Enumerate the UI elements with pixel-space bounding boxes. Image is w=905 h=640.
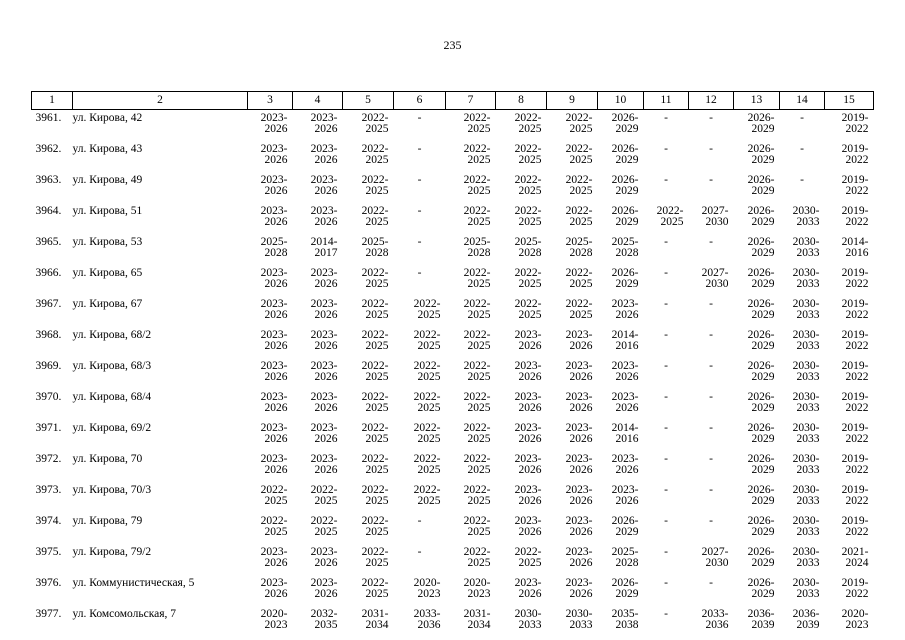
period-cell: 2022- 2025: [565, 174, 593, 197]
period-cell: 2019- 2022: [841, 112, 869, 135]
period-cell: 2022- 2025: [361, 484, 389, 507]
period-cell: 2026- 2029: [747, 174, 775, 197]
period-cell: 2026- 2029: [747, 515, 775, 538]
period-cell: -: [417, 174, 422, 186]
period-cell: 2023- 2026: [260, 453, 288, 476]
period-cell: 2023- 2026: [565, 515, 593, 538]
period-cell: 2022- 2025: [413, 329, 441, 352]
table-row: [32, 141, 874, 172]
period-cell: -: [709, 515, 713, 527]
column-header-5: 5: [343, 92, 394, 110]
row-number: 3973.: [35, 484, 62, 496]
column-header-13: 13: [734, 92, 780, 110]
period-cell: 2022- 2025: [361, 298, 389, 321]
period-cell: -: [709, 329, 713, 341]
period-cell: 2026- 2029: [747, 267, 775, 290]
period-cell: -: [709, 143, 713, 155]
column-header-1: 1: [32, 92, 73, 110]
column-header-10: 10: [598, 92, 644, 110]
period-cell: -: [417, 205, 422, 217]
address-cell: ул. Кирова, 65: [72, 267, 143, 279]
row-number: 3962.: [35, 143, 62, 155]
address-cell: ул. Кирова, 70/3: [72, 484, 152, 496]
period-cell: 2023- 2026: [310, 205, 338, 228]
address-cell: ул. Кирова, 68/3: [72, 360, 152, 372]
period-cell: 2019- 2022: [841, 453, 869, 476]
period-cell: 2023- 2026: [260, 205, 288, 228]
period-cell: 2014- 2017: [310, 236, 338, 259]
period-cell: 2023- 2026: [310, 329, 338, 352]
period-cell: 2027- 2030: [701, 205, 729, 228]
period-cell: 2025- 2028: [611, 546, 639, 569]
period-cell: 2022- 2025: [463, 391, 491, 414]
period-cell: 2023- 2026: [260, 577, 288, 600]
period-cell: 2022- 2025: [361, 391, 389, 414]
period-cell: 2023- 2026: [514, 329, 542, 352]
table-row: [32, 606, 874, 637]
period-cell: 2036- 2039: [747, 608, 775, 631]
period-cell: 2023- 2026: [565, 577, 593, 600]
period-cell: -: [664, 112, 668, 124]
period-cell: -: [664, 453, 668, 465]
period-cell: 2022- 2025: [310, 484, 338, 507]
table-row: [32, 265, 874, 296]
period-cell: -: [664, 515, 668, 527]
period-cell: 2023- 2026: [611, 453, 639, 476]
row-number: 3972.: [35, 453, 62, 465]
period-cell: -: [664, 143, 668, 155]
table-row: [32, 296, 874, 327]
period-cell: -: [664, 174, 668, 186]
period-cell: 2022- 2025: [463, 360, 491, 383]
period-cell: 2022- 2025: [361, 267, 389, 290]
row-number: 3961.: [35, 112, 62, 124]
address-cell: ул. Кирова, 49: [72, 174, 143, 186]
period-cell: 2026- 2029: [611, 577, 639, 600]
period-cell: -: [800, 143, 804, 155]
table-row: [32, 544, 874, 575]
period-cell: 2026- 2029: [747, 143, 775, 166]
period-cell: 2022- 2025: [463, 174, 491, 197]
period-cell: 2019- 2022: [841, 205, 869, 228]
period-cell: 2026- 2029: [747, 298, 775, 321]
period-cell: 2021- 2024: [841, 546, 869, 569]
period-cell: 2027- 2030: [701, 546, 729, 569]
period-cell: 2025- 2028: [514, 236, 542, 259]
row-number: 3965.: [35, 236, 62, 248]
period-cell: 2023- 2026: [310, 298, 338, 321]
period-cell: 2019- 2022: [841, 174, 869, 197]
period-cell: 2023- 2026: [310, 360, 338, 383]
period-cell: 2023- 2026: [310, 453, 338, 476]
period-cell: 2026- 2029: [611, 112, 639, 135]
period-cell: 2022- 2025: [413, 484, 441, 507]
period-cell: 2022- 2025: [361, 174, 389, 197]
row-number: 3977.: [35, 608, 62, 620]
period-cell: 2019- 2022: [841, 298, 869, 321]
period-cell: 2019- 2022: [841, 484, 869, 507]
period-cell: 2023- 2026: [611, 360, 639, 383]
column-header-11: 11: [644, 92, 689, 110]
row-number: 3968.: [35, 329, 62, 341]
period-cell: 2022- 2025: [514, 143, 542, 166]
period-cell: 2020- 2023: [841, 608, 869, 631]
period-cell: -: [664, 608, 668, 620]
period-cell: -: [664, 329, 668, 341]
period-cell: 2019- 2022: [841, 577, 869, 600]
period-cell: 2026- 2029: [747, 546, 775, 569]
period-cell: -: [800, 112, 804, 124]
period-cell: 2023- 2026: [260, 143, 288, 166]
period-cell: 2022- 2025: [361, 546, 389, 569]
period-cell: 2030- 2033: [792, 360, 820, 383]
period-cell: -: [417, 515, 422, 527]
period-cell: -: [709, 577, 713, 589]
period-cell: 2022- 2025: [413, 391, 441, 414]
column-header-12: 12: [689, 92, 734, 110]
period-cell: 2023- 2026: [260, 112, 288, 135]
period-cell: 2025- 2028: [565, 236, 593, 259]
period-cell: 2022- 2025: [413, 360, 441, 383]
period-cell: 2022- 2025: [565, 143, 593, 166]
address-cell: ул. Кирова, 51: [72, 205, 143, 217]
period-cell: 2023- 2026: [514, 360, 542, 383]
period-cell: 2033- 2036: [701, 608, 729, 631]
period-cell: -: [417, 112, 422, 124]
period-cell: 2022- 2025: [514, 174, 542, 197]
period-cell: 2014- 2016: [611, 329, 639, 352]
period-cell: 2023- 2026: [565, 453, 593, 476]
period-cell: 2023- 2026: [260, 174, 288, 197]
period-cell: -: [417, 546, 422, 558]
period-cell: 2023- 2026: [565, 546, 593, 569]
period-cell: 2023- 2026: [260, 298, 288, 321]
header-row: [32, 92, 874, 110]
period-cell: 2026- 2029: [747, 484, 775, 507]
table-row: [32, 358, 874, 389]
period-cell: 2023- 2026: [565, 391, 593, 414]
period-cell: 2026- 2029: [611, 174, 639, 197]
period-cell: 2023- 2026: [260, 360, 288, 383]
table-row: [32, 420, 874, 451]
period-cell: 2033- 2036: [413, 608, 441, 631]
period-cell: 2025- 2028: [361, 236, 389, 259]
address-cell: ул. Кирова, 68/4: [72, 391, 152, 403]
row-number: 3970.: [35, 391, 62, 403]
period-cell: 2023- 2026: [514, 391, 542, 414]
period-cell: 2023- 2026: [310, 112, 338, 135]
period-cell: -: [664, 484, 668, 496]
period-cell: 2022- 2025: [565, 267, 593, 290]
period-cell: 2025- 2028: [260, 236, 288, 259]
period-cell: 2022- 2025: [361, 205, 389, 228]
period-cell: -: [709, 112, 713, 124]
period-cell: -: [709, 422, 713, 434]
period-cell: 2019- 2022: [841, 391, 869, 414]
period-cell: 2023- 2026: [260, 391, 288, 414]
period-cell: 2022- 2025: [463, 298, 491, 321]
period-cell: 2022- 2025: [514, 267, 542, 290]
period-cell: 2023- 2026: [514, 453, 542, 476]
period-cell: 2023- 2026: [310, 174, 338, 197]
period-cell: 2022- 2025: [361, 453, 389, 476]
period-cell: 2026- 2029: [611, 143, 639, 166]
period-cell: 2025- 2028: [611, 236, 639, 259]
row-number: 3974.: [35, 515, 62, 527]
period-cell: 2030- 2033: [792, 236, 820, 259]
period-cell: 2030- 2033: [792, 515, 820, 538]
period-cell: 2026- 2029: [611, 267, 639, 290]
period-cell: 2026- 2029: [747, 205, 775, 228]
period-cell: 2026- 2029: [747, 236, 775, 259]
period-cell: 2030- 2033: [792, 577, 820, 600]
period-cell: 2022- 2025: [514, 112, 542, 135]
table-row: [32, 234, 874, 265]
period-cell: 2026- 2029: [747, 112, 775, 135]
column-header-6: 6: [394, 92, 446, 110]
period-cell: 2022- 2025: [361, 112, 389, 135]
period-cell: 2022- 2025: [565, 205, 593, 228]
period-cell: 2023- 2026: [514, 577, 542, 600]
period-cell: 2014- 2016: [611, 422, 639, 445]
period-cell: -: [664, 236, 668, 248]
period-cell: 2026- 2029: [747, 453, 775, 476]
period-cell: 2023- 2026: [260, 422, 288, 445]
period-cell: 2030- 2033: [792, 484, 820, 507]
column-header-15: 15: [825, 92, 874, 110]
period-cell: 2026- 2029: [611, 515, 639, 538]
period-cell: -: [709, 360, 713, 372]
period-cell: 2035- 2038: [611, 608, 639, 631]
row-number: 3967.: [35, 298, 62, 310]
period-cell: -: [709, 484, 713, 496]
period-cell: 2022- 2025: [361, 360, 389, 383]
period-cell: 2023- 2026: [565, 422, 593, 445]
period-cell: 2019- 2022: [841, 143, 869, 166]
period-cell: -: [664, 298, 668, 310]
period-cell: -: [417, 143, 422, 155]
period-cell: 2030- 2033: [792, 546, 820, 569]
period-cell: 2023- 2026: [310, 422, 338, 445]
period-cell: 2030- 2033: [792, 329, 820, 352]
row-number: 3966.: [35, 267, 62, 279]
period-cell: 2026- 2029: [747, 391, 775, 414]
address-cell: ул. Кирова, 70: [72, 453, 143, 465]
period-cell: 2023- 2026: [611, 484, 639, 507]
period-cell: -: [417, 236, 422, 248]
period-cell: 2022- 2025: [463, 453, 491, 476]
period-cell: 2030- 2033: [792, 205, 820, 228]
period-cell: 2019- 2022: [841, 422, 869, 445]
column-header-7: 7: [446, 92, 496, 110]
period-cell: 2022- 2025: [463, 267, 491, 290]
period-cell: 2023- 2026: [310, 577, 338, 600]
period-cell: 2023- 2026: [565, 360, 593, 383]
period-cell: -: [709, 174, 713, 186]
row-number: 3975.: [35, 546, 62, 558]
table-row: [32, 451, 874, 482]
row-number: 3963.: [35, 174, 62, 186]
period-cell: 2019- 2022: [841, 329, 869, 352]
row-number: 3969.: [35, 360, 62, 372]
period-cell: -: [664, 577, 668, 589]
period-cell: 2023- 2026: [514, 484, 542, 507]
period-cell: 2023- 2026: [565, 329, 593, 352]
period-cell: 2022- 2025: [361, 577, 389, 600]
period-cell: 2026- 2029: [747, 329, 775, 352]
period-cell: 2014- 2016: [841, 236, 869, 259]
column-header-3: 3: [248, 92, 293, 110]
period-cell: 2022- 2025: [361, 143, 389, 166]
period-cell: 2022- 2025: [463, 205, 491, 228]
column-header-8: 8: [496, 92, 547, 110]
period-cell: 2022- 2025: [361, 422, 389, 445]
column-header-14: 14: [780, 92, 825, 110]
period-cell: 2030- 2033: [792, 453, 820, 476]
period-cell: 2023- 2026: [310, 546, 338, 569]
table-body: [32, 110, 874, 638]
period-cell: 2027- 2030: [701, 267, 729, 290]
period-cell: 2022- 2025: [565, 112, 593, 135]
period-cell: 2022- 2025: [463, 546, 491, 569]
period-cell: 2031- 2034: [361, 608, 389, 631]
period-cell: 2020- 2023: [463, 577, 491, 600]
period-cell: -: [709, 298, 713, 310]
period-cell: 2022- 2025: [463, 422, 491, 445]
period-cell: 2023- 2026: [260, 267, 288, 290]
table-row: [32, 482, 874, 513]
period-cell: 2019- 2022: [841, 515, 869, 538]
period-cell: -: [664, 391, 668, 403]
period-cell: 2030- 2033: [514, 608, 542, 631]
period-cell: -: [709, 236, 713, 248]
table-row: [32, 327, 874, 358]
period-cell: 2030- 2033: [792, 298, 820, 321]
period-cell: 2031- 2034: [463, 608, 491, 631]
period-cell: -: [800, 174, 804, 186]
address-cell: ул. Комсомольская, 7: [72, 608, 177, 620]
period-cell: 2022- 2025: [463, 484, 491, 507]
period-cell: -: [664, 267, 668, 279]
period-cell: 2030- 2033: [792, 422, 820, 445]
address-cell: ул. Кирова, 79/2: [72, 546, 152, 558]
period-cell: 2022- 2025: [361, 329, 389, 352]
address-cell: ул. Кирова, 43: [72, 143, 143, 155]
period-cell: 2022- 2025: [565, 298, 593, 321]
period-cell: 2036- 2039: [792, 608, 820, 631]
period-cell: -: [664, 546, 668, 558]
address-cell: ул. Кирова, 69/2: [72, 422, 152, 434]
row-number: 3976.: [35, 577, 62, 589]
period-cell: 2019- 2022: [841, 360, 869, 383]
period-cell: 2023- 2026: [611, 391, 639, 414]
period-cell: 2023- 2026: [514, 515, 542, 538]
period-cell: 2032- 2035: [310, 608, 338, 631]
period-cell: 2026- 2029: [747, 422, 775, 445]
period-cell: 2022- 2025: [514, 205, 542, 228]
period-cell: 2022- 2025: [463, 515, 491, 538]
period-cell: 2026- 2029: [747, 577, 775, 600]
period-cell: 2022- 2025: [463, 329, 491, 352]
period-cell: 2022- 2025: [260, 515, 288, 538]
period-cell: 2026- 2029: [611, 205, 639, 228]
period-cell: -: [664, 422, 668, 434]
period-cell: -: [709, 453, 713, 465]
period-cell: 2022- 2025: [463, 112, 491, 135]
period-cell: 2023- 2026: [310, 267, 338, 290]
period-cell: 2022- 2025: [310, 515, 338, 538]
address-cell: ул. Кирова, 67: [72, 298, 143, 310]
row-number: 3964.: [35, 205, 62, 217]
period-cell: 2022- 2025: [463, 143, 491, 166]
period-cell: 2022- 2025: [361, 515, 389, 538]
period-cell: 2022- 2025: [413, 422, 441, 445]
period-cell: 2022- 2025: [413, 453, 441, 476]
page-number: 235: [443, 38, 462, 52]
address-cell: ул. Кирова, 53: [72, 236, 143, 248]
address-cell: ул. Кирова, 68/2: [72, 329, 152, 341]
row-number: 3971.: [35, 422, 62, 434]
period-cell: 2022- 2025: [514, 546, 542, 569]
period-cell: 2022- 2025: [514, 298, 542, 321]
period-cell: 2025- 2028: [463, 236, 491, 259]
address-cell: ул. Кирова, 42: [72, 112, 143, 124]
period-cell: 2019- 2022: [841, 267, 869, 290]
column-header-4: 4: [293, 92, 343, 110]
period-cell: -: [709, 391, 713, 403]
period-cell: 2022- 2025: [413, 298, 441, 321]
table-row: [32, 389, 874, 420]
period-cell: 2023- 2026: [260, 329, 288, 352]
table-row: [32, 172, 874, 203]
table-row: [32, 575, 874, 606]
table-row: [32, 110, 874, 142]
period-cell: 2030- 2033: [792, 391, 820, 414]
period-cell: -: [664, 360, 668, 372]
period-cell: 2023- 2026: [310, 143, 338, 166]
table-row: [32, 203, 874, 234]
period-cell: 2023- 2026: [310, 391, 338, 414]
schedule-table: [31, 91, 874, 637]
period-cell: 2023- 2026: [514, 422, 542, 445]
table-row: [32, 513, 874, 544]
column-header-2: 2: [73, 92, 248, 110]
column-header-9: 9: [547, 92, 598, 110]
period-cell: 2030- 2033: [792, 267, 820, 290]
period-cell: 2020- 2023: [260, 608, 288, 631]
period-cell: 2023- 2026: [565, 484, 593, 507]
address-cell: ул. Коммунистическая, 5: [72, 577, 195, 589]
period-cell: 2030- 2033: [565, 608, 593, 631]
period-cell: 2022- 2025: [260, 484, 288, 507]
period-cell: -: [417, 267, 422, 279]
period-cell: 2020- 2023: [413, 577, 441, 600]
address-cell: ул. Кирова, 79: [72, 515, 143, 527]
period-cell: 2023- 2026: [260, 546, 288, 569]
period-cell: 2026- 2029: [747, 360, 775, 383]
period-cell: 2022- 2025: [656, 205, 684, 228]
period-cell: 2023- 2026: [611, 298, 639, 321]
